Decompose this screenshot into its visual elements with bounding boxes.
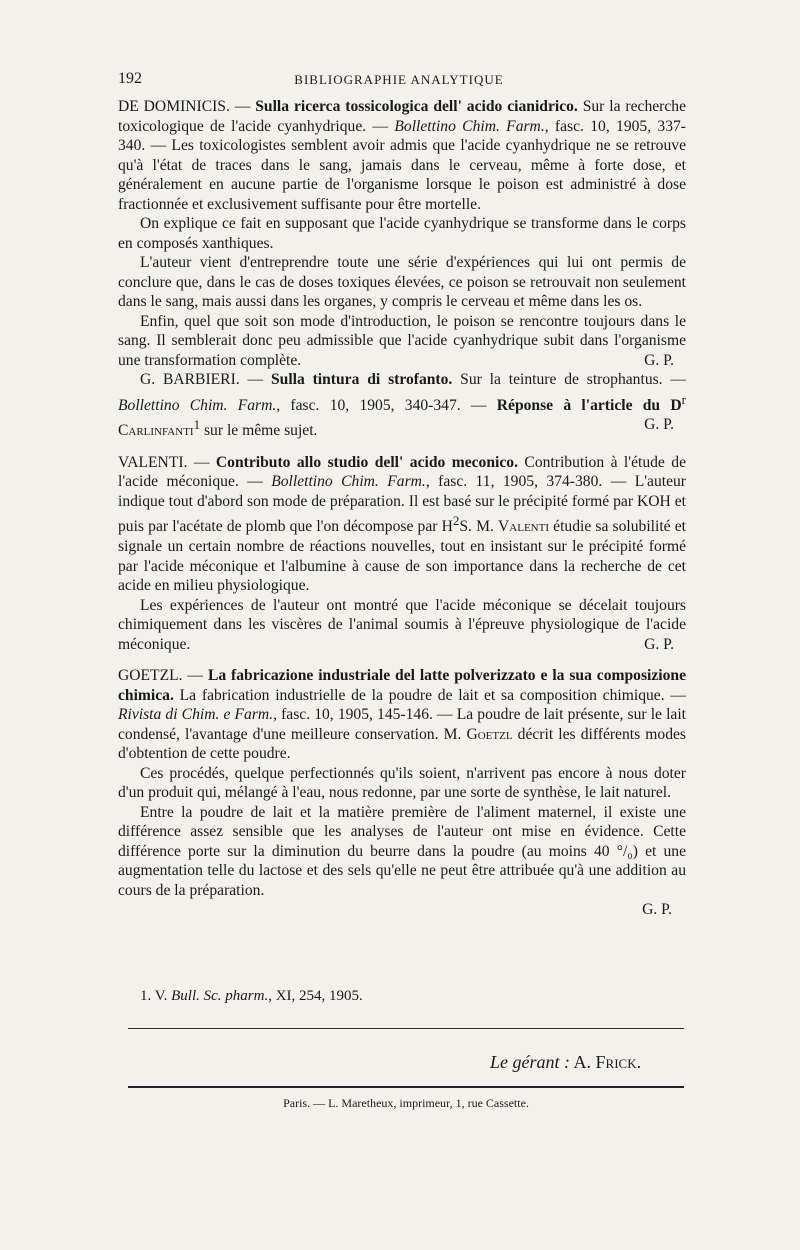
signature: G. P. [644,635,674,653]
entry-dominicis: DE DOMINICIS. — Sulla ricerca tossicologica dell' acido cianidrico. Sur la recherche toxicologique de l'acide cyanhydrique. — Bollettino Chim. Farm., fasc. 10, 1905, 337-340. — Les toxicologistes semblent avoir admis que l'acide cyanhydrique ne se retrouve qu'à l'état de traces dans le sang, jamais dans le cerveau, même à forte dose, et généralement en aucune partie de l'organisme lorsque le poison est administré à dose fractionnée et exclusivement suffisante pour être mortelle. [118,98,686,213]
article-body [118,97,686,920]
paragraph: Ces procédés, quelque perfectionnés qu'ils soient, n'arrivent pas encore à nous doter d'un produit qui, mélangé à l'eau, nous redonne, par une sorte de synthèse, le lait naturel. [118,764,686,802]
journal-name: Rivista di Chim. e Farm. [118,706,274,724]
footnote: 1. V. Bull. Sc. pharm., XI, 254, 1905. [140,988,363,1004]
divider [128,1028,684,1029]
page-header [118,70,680,92]
entry-author: GOETZL. [118,667,183,685]
entry-barbieri: G. BARBIERI. — Sulla tintura di strofanto. Sur la teinture de strophantus. — Bollettino Chim. Farm., fasc. 10, 1905, 340-347. — Réponse à l'article du $D^r$ Carlinfanti$^1$ sur le même sujet. G. P. [118,371,687,440]
entry-valenti: VALENTI. — Contributo allo studio dell' acido meconico. Contribution à l'étude de l'acide méconique. — Bollettino Chim. Farm., fasc. 11, 1905, 374-380. — L'auteur indique tout d'abord son mode de préparation. Il est basé sur le précipité formé par KOH et puis par l'acétate de plomb que l'on décompose par $H^2S$. M. Valenti étudie sa solubilité et signale un certain nombre de réactions nouvelles, tout en insistant sur le précipité formé par l'acide méconique et l'albumine à cause de son importance dans la recherche de cet acide en milieu physiologique. [118,453,687,595]
paragraph: Entre la poudre de lait et la matière première de l'aliment maternel, il existe une différence assez sensible que les analyses de l'auteur ont mise en évidence. Cette différence porte sur la diminution du beurre dans la poudre (au moins 40 °/₀) et une augmentation telle du lactose et des sels qu'elle ne peut être attribuée qu'à une addition au cours de la préparation. [118,803,686,899]
entry-title: La fabricazione industriale del latte polverizzato e la sua composizione chimica. [118,667,687,704]
printer-imprint: Paris. — L. Maretheux, imprimeur, 1, rue Cassette. [283,1096,529,1110]
paragraph: Les expériences de l'auteur ont montré que l'acide méconique se décelait toujours chimiquement dans les viscères de l'animal soumis à l'épreuve physiologique de l'acide méconique. G. P. [118,596,686,653]
journal-name: Bollettino Chim. Farm. [118,396,277,414]
journal-name: Bollettino Chim. Farm. [394,117,545,135]
signature: G. P. [644,351,674,369]
entry-author: DE DOMINICIS. [118,98,230,115]
signature: G. P. [642,901,672,919]
paragraph: Enfin, quel que soit son mode d'introduction, le poison se rencontre toujours dans le sang. Il semblerait donc peu admissible que l'acide cyanhydrique subit dans l'organisme une transformation complète. G. P. [118,312,686,369]
paragraph: L'auteur vient d'entreprendre toute une série d'expériences qui lui ont permis de conclure que, dans le cas de doses toxiques élevées, ce poison se retrouvait non seulement dans le sang, mais aussi dans les organes, y compris le cerveau et même dans les os. [118,254,686,310]
entry-title: Sulla tintura di strofanto. [270,371,453,388]
entry-author: G. BARBIERI. [140,371,240,388]
signature: G. P. [644,416,674,434]
entry-author: VALENTI. [118,453,188,471]
paragraph: On explique ce fait en supposant que l'acide cyanhydrique se transforme dans le corps en composés xanthiques. [118,215,686,252]
entry-title: Contributo allo studio dell' acido meconico. [215,453,518,471]
gerant-line: Le gérant : A. Frick. [490,1052,642,1072]
entry-title: Sulla ricerca tossicologica dell' acido cianidrico. [255,98,578,115]
divider [128,1086,684,1088]
journal-name: Bollettino Chim. Farm. [271,473,426,491]
page-number: 192 [118,70,142,87]
entry-goetzl: GOETZL. — La fabricazione industriale del latte polverizzato e la sua composizione chimica. La fabrication industrielle de la poudre de lait et sa composition chimique. — Rivista di Chim. e Farm., fasc. 10, 1905, 145-146. — La poudre de lait présente, sur le lait condensé, l'avantage d'une meilleure conservation. M. Goetzl décrit les différents modes d'obtention de cette poudre. [118,667,687,763]
footnote-marker: 1 [193,417,201,433]
running-title: BIBLIOGRAPHIE ANALYTIQUE [294,72,504,87]
